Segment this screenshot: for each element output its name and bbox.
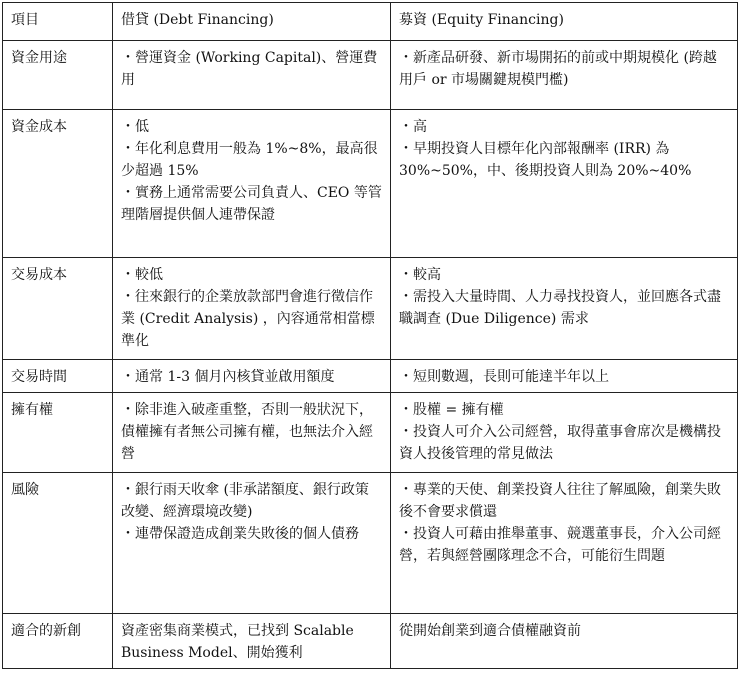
row-label: 適合的新創: [3, 614, 113, 669]
row-label: 交易成本: [3, 258, 113, 360]
debt-line: ・較低: [121, 267, 163, 283]
header-row: [3, 3, 738, 41]
equity-line: ・早期投資人目標年化內部報酬率 (IRR) 為 30%~50%，中、後期投資人則為 20%~40%: [399, 141, 692, 179]
debt-cell: [113, 41, 391, 110]
row-label: 風險: [3, 473, 113, 614]
row-cost-of-capital: [3, 110, 738, 258]
header-equity-financing: 募資 (Equity Financing): [391, 3, 738, 41]
debt-line: ・營運資金 (Working Capital)、營運費用: [121, 50, 378, 88]
row-label: 擁有權: [3, 393, 113, 473]
equity-line: ・新產品研發、新市場開拓的前或中期規模化 (跨越用戶 or 市場關鍵規模門檻): [399, 50, 717, 88]
debt-line: ・連帶保證造成創業失敗後的個人債務: [121, 526, 359, 542]
equity-cell: [391, 614, 738, 669]
debt-cell: [113, 393, 391, 473]
equity-cell: [391, 41, 738, 110]
row-ownership: [3, 393, 738, 473]
debt-cell: [113, 473, 391, 614]
equity-cell: [391, 360, 738, 393]
equity-line: ・高: [399, 119, 427, 135]
row-suitable-startups: [3, 614, 738, 669]
row-label: 資金成本: [3, 110, 113, 258]
header-item: 項目: [3, 3, 113, 41]
debt-line: ・年化利息費用一般為 1%~8%，最高很少超過 15%: [121, 141, 378, 179]
debt-line: ・實務上通常需要公司負責人、CEO 等管理階層提供個人連帶保證: [121, 185, 382, 223]
debt-line: ・低: [121, 119, 149, 135]
row-transaction-time: [3, 360, 738, 393]
equity-cell: [391, 393, 738, 473]
debt-cell: [113, 258, 391, 360]
equity-line: 從開始創業到適合債權融資前: [399, 623, 581, 639]
row-label: 資金用途: [3, 41, 113, 110]
equity-cell: [391, 473, 738, 614]
row-risk: [3, 473, 738, 614]
debt-cell: [113, 614, 391, 669]
debt-line: ・通常 1-3 個月內核貸並啟用額度: [121, 369, 335, 385]
debt-line: ・除非進入破產重整，否則一般狀況下，債權擁有者無公司擁有權，也無法介入經營: [121, 402, 373, 462]
equity-line: ・投資人可介入公司經營，取得董事會席次是機構投資人投後管理的常見做法: [399, 424, 721, 462]
debt-line: 資產密集商業模式，已找到 Scalable Business Model、開始獲利: [121, 623, 354, 661]
table-body: [3, 41, 738, 669]
equity-line: ・較高: [399, 267, 441, 283]
equity-line: ・需投入大量時間、人力尋找投資人，並回應各式盡職調查 (Due Diligence) 需求: [399, 289, 721, 327]
row-funding-purpose: [3, 41, 738, 110]
debt-vs-equity-comparison-table: [2, 2, 738, 669]
row-label: 交易時間: [3, 360, 113, 393]
header-debt-financing: 借貸 (Debt Financing): [113, 3, 391, 41]
equity-cell: [391, 258, 738, 360]
equity-line: ・專業的天使、創業投資人往往了解風險，創業失敗後不會要求償還: [399, 482, 721, 520]
equity-line: ・短則數週，長則可能達半年以上: [399, 369, 609, 385]
equity-line: ・股權 = 擁有權: [399, 402, 504, 418]
debt-line: ・往來銀行的企業放款部門會進行徵信作業 (Credit Analysis) ，內容通常相當標準化: [121, 289, 375, 349]
equity-line: ・投資人可藉由推舉董事、競選董事長，介入公司經營，若與經營團隊理念不合，可能衍生問題: [399, 526, 721, 564]
comparison-table-wrapper: [2, 2, 738, 669]
debt-cell: [113, 360, 391, 393]
equity-cell: [391, 110, 738, 258]
debt-cell: [113, 110, 391, 258]
row-transaction-cost: [3, 258, 738, 360]
debt-line: ・銀行雨天收傘 (非承諾額度、銀行政策改變、經濟環境改變): [121, 482, 369, 520]
